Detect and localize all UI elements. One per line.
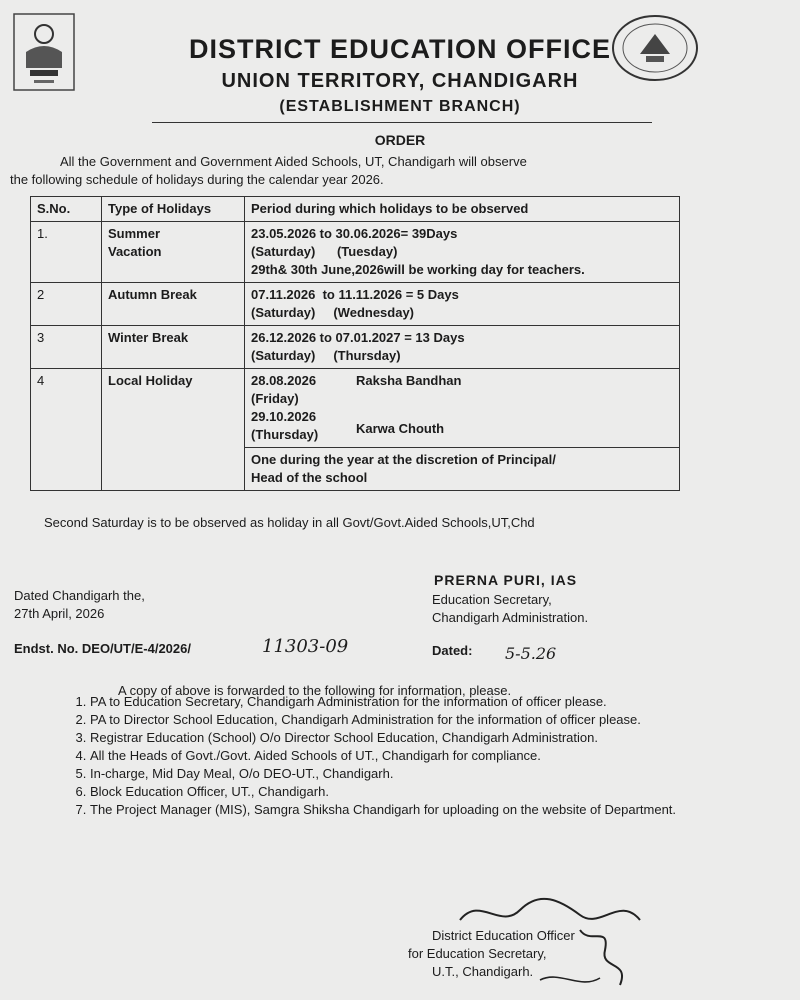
row-type: Local Holiday (102, 369, 245, 491)
period-line2: (Saturday) (Thursday) (251, 348, 401, 363)
header-type: Type of Holidays (102, 197, 245, 222)
issuer-line2: for Education Secretary, (408, 946, 547, 961)
local-occasion1: Raksha Bandhan (356, 373, 462, 388)
table-row (31, 369, 680, 448)
period-line3: 29th& 30th June,2026will be working day for teachers. (251, 262, 585, 277)
local-day2: (Thursday) (251, 427, 319, 442)
local-date1: 28.08.2026 (251, 373, 317, 388)
office-subtitle: UNION TERRITORY, CHANDIGARH (221, 70, 579, 92)
local-occasion2: Karwa Chouth (356, 421, 445, 436)
copy-forward-intro: A copy of above is forwarded to the following for information, please. (118, 683, 512, 698)
header-period: Period during which holidays to be observed (245, 197, 680, 222)
branch-name: (ESTABLISHMENT BRANCH) (279, 98, 521, 115)
period-line1: 26.12.2026 to 07.01.2027 = 13 Days (251, 330, 465, 345)
dated-date: 27th April, 2026 (14, 606, 105, 621)
table-row (31, 283, 680, 326)
local-holiday-note (245, 448, 680, 491)
period-line1: 07.11.2026 to 11.11.2026 = 5 Days (251, 287, 459, 302)
table-row (31, 222, 680, 283)
row-period (245, 222, 680, 283)
note-line1: One during the year at the discretion of Principal/ (251, 452, 556, 467)
row-type: Autumn Break (102, 283, 245, 326)
local-day1: (Friday) (251, 391, 299, 406)
row-type-line1: Summer (108, 226, 161, 241)
table-header-row (31, 197, 680, 222)
list-item: 6. Block Education Officer, UT., Chandigarh. (90, 784, 760, 800)
note-line2: Head of the school (251, 470, 368, 485)
row-sno: 3 (31, 326, 102, 369)
header-sno: S.No. (31, 197, 102, 222)
row-sno: 1. (31, 222, 102, 283)
holiday-schedule-table (30, 196, 680, 491)
header-divider (152, 122, 652, 123)
row-period (245, 283, 680, 326)
row-sno: 4 (31, 369, 102, 491)
row-sno: 2 (31, 283, 102, 326)
row-period (245, 369, 680, 448)
list-item: 3. Registrar Education (School) O/o Director School Education, Chandigarh Administration. (90, 730, 760, 746)
signatory-designation: Education Secretary, (432, 592, 552, 607)
list-item: 1. PA to Education Secretary, Chandigarh Administration for the information of officer please. (90, 694, 760, 710)
endorsement-number-handwritten: 11303-09 (262, 636, 349, 657)
list-item: 7. The Project Manager (MIS), Samgra Shiksha Chandigarh for uploading on the website of Department. (90, 802, 760, 818)
row-type-line2: Vacation (108, 244, 162, 259)
order-intro-line2: the following schedule of holidays during the calendar year 2026. (10, 172, 384, 187)
list-item: 4. All the Heads of Govt./Govt. Aided Schools of UT., Chandigarh for compliance. (90, 748, 760, 764)
endorsement-dated-label: Dated: (432, 643, 473, 658)
row-type: Winter Break (102, 326, 245, 369)
forward-list (40, 694, 760, 820)
period-line2: (Saturday) (Tuesday) (251, 244, 398, 259)
row-period (245, 326, 680, 369)
issuer-line3: U.T., Chandigarh. (432, 964, 534, 979)
order-heading: ORDER (374, 132, 426, 148)
office-title: DISTRICT EDUCATION OFFICE (189, 34, 611, 64)
second-saturday-note: Second Saturday is to be observed as holiday in all Govt/Govt.Aided Schools,UT,Chd (44, 515, 535, 530)
list-item: 5. In-charge, Mid Day Meal, O/o DEO-UT., Chandigarh. (90, 766, 760, 782)
period-line2: (Saturday) (Wednesday) (251, 305, 415, 320)
signatory-admin: Chandigarh Administration. (432, 610, 589, 625)
local-holiday-occasions (356, 372, 679, 444)
endorsement-date-handwritten: 5-5.26 (505, 644, 557, 663)
local-holiday-subtable (251, 372, 679, 444)
table-row (31, 326, 680, 369)
handwritten-signature (440, 890, 670, 1000)
row-type (102, 222, 245, 283)
local-holiday-dates (251, 372, 356, 444)
endorsement-number-label: Endst. No. DEO/UT/E-4/2026/ (14, 641, 191, 656)
list-item: 2. PA to Director School Education, Chandigarh Administration for the information of officer please. (90, 712, 760, 728)
signatory-name: PRERNA PURI, IAS (434, 572, 578, 588)
order-intro-line1: All the Government and Government Aided Schools, UT, Chandigarh will observe (60, 154, 527, 169)
local-date2: 29.10.2026 (251, 409, 317, 424)
issuer-line1: District Education Officer (432, 928, 575, 943)
dated-label: Dated Chandigarh the, (14, 588, 145, 603)
period-line1: 23.05.2026 to 30.06.2026= 39Days (251, 226, 458, 241)
